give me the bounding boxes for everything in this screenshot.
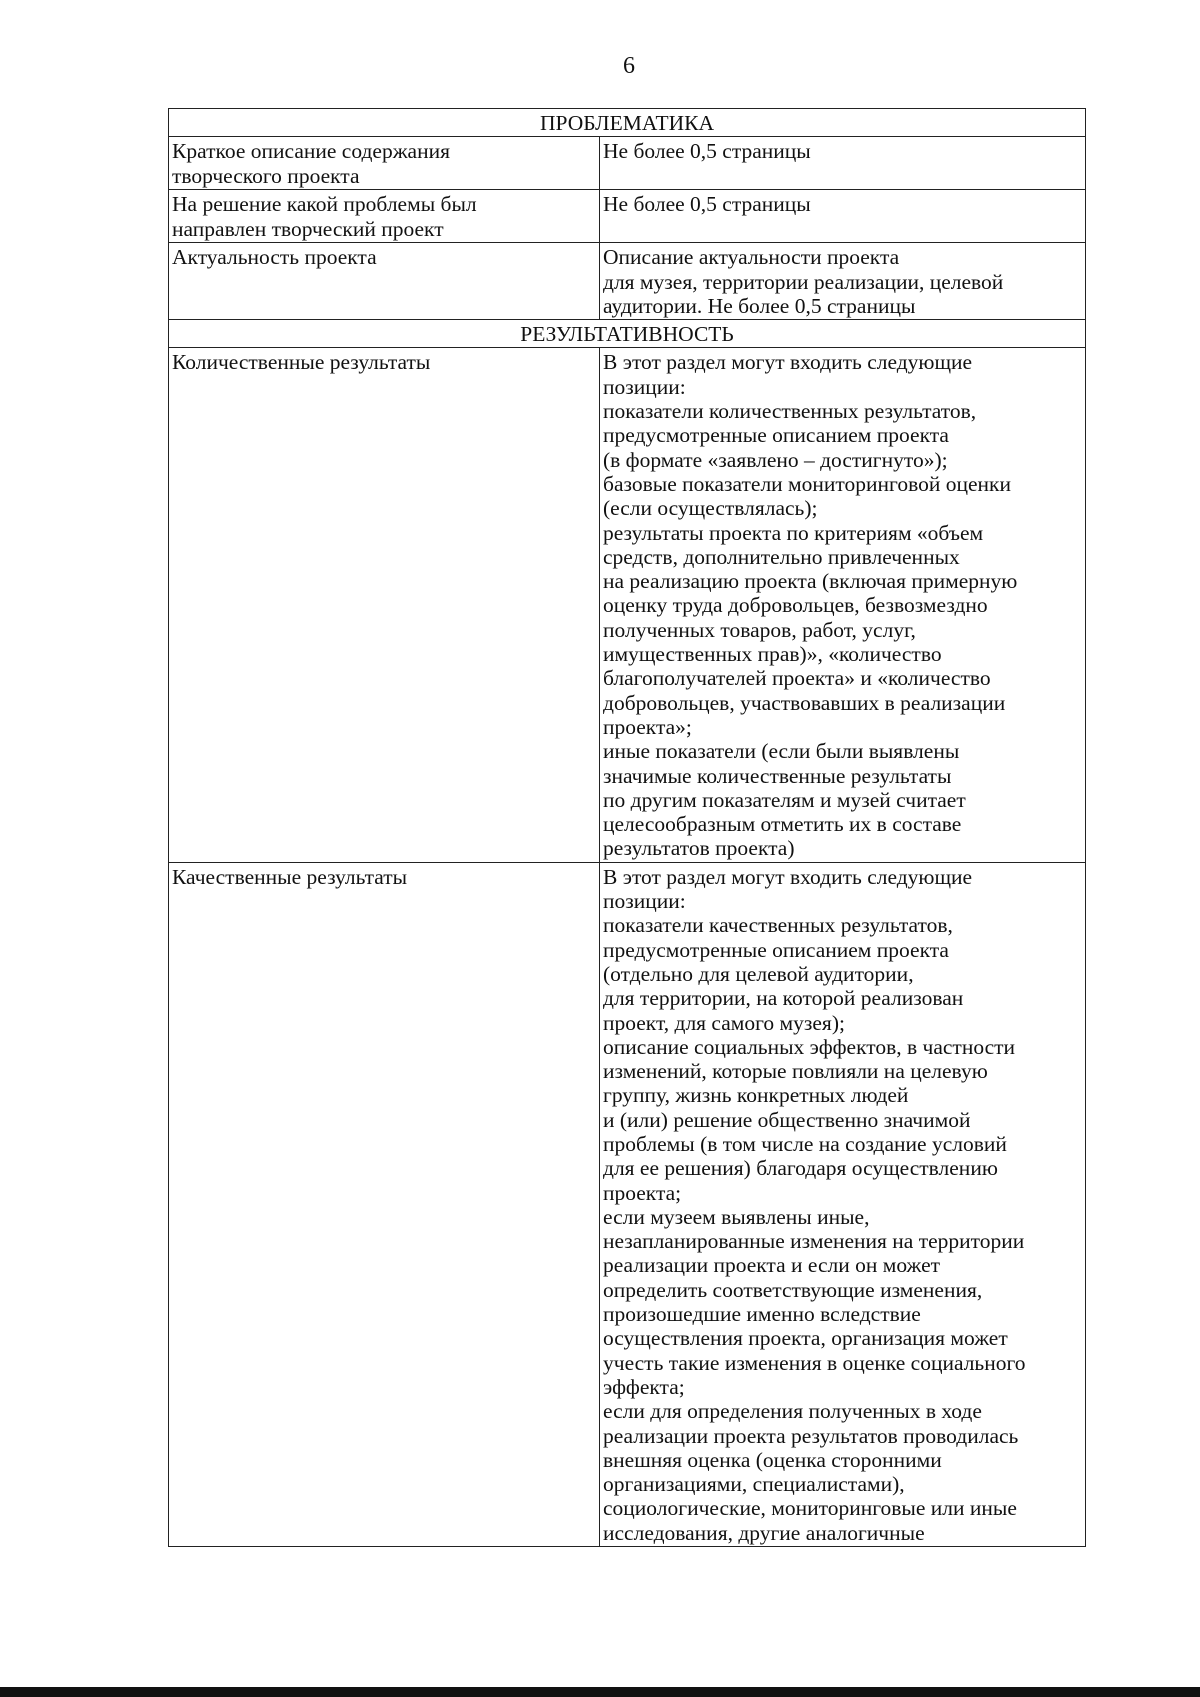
criterion-description-cell bbox=[600, 190, 1086, 243]
criteria-table bbox=[168, 108, 1086, 1547]
criterion-description-line: внешняя оценка (оценка сторонними bbox=[603, 1447, 942, 1472]
table-row bbox=[169, 137, 1086, 190]
criterion-label-line: творческого проекта bbox=[172, 163, 360, 188]
criterion-description-line: (если осуществлялась); bbox=[603, 496, 818, 521]
criterion-description-cell bbox=[600, 137, 1086, 190]
criterion-description-line: имущественных прав)», «количество bbox=[603, 642, 942, 667]
criterion-description-line: и (или) решение общественно значимой bbox=[603, 1107, 971, 1132]
section-header: РЕЗУЛЬТАТИВНОСТЬ bbox=[169, 320, 1086, 348]
criterion-description-cell bbox=[600, 862, 1086, 1546]
criterion-description-line: проект, для самого музея); bbox=[603, 1010, 845, 1035]
criterion-description-line: для территории, на которой реализован bbox=[603, 986, 964, 1011]
criterion-description-line: реализации проекта результатов проводилась bbox=[603, 1423, 1019, 1448]
criterion-description-line: исследования, другие аналогичные bbox=[603, 1520, 925, 1545]
criterion-description-line: позиции: bbox=[603, 889, 686, 914]
criterion-description-line: определить соответствующие изменения, bbox=[603, 1277, 983, 1302]
criterion-description-line: произошедшие именно вследствие bbox=[603, 1302, 921, 1327]
criterion-description-cell bbox=[600, 348, 1086, 862]
criterion-label-cell bbox=[169, 243, 600, 320]
criterion-description-line: позиции: bbox=[603, 374, 686, 399]
section-header-row bbox=[169, 109, 1086, 137]
criterion-description-line: (в формате «заявлено – достигнуто»); bbox=[603, 447, 948, 472]
criterion-description-line: описание социальных эффектов, в частности bbox=[603, 1034, 1016, 1059]
criterion-label-cell bbox=[169, 137, 600, 190]
criterion-description-line: аудитории. Не более 0,5 страницы bbox=[603, 293, 916, 318]
criterion-description-line: группу, жизнь конкретных людей bbox=[603, 1083, 909, 1108]
criterion-description-line: учесть такие изменения в оценке социального bbox=[603, 1350, 1026, 1375]
table-row bbox=[169, 243, 1086, 320]
section-header-row bbox=[169, 320, 1086, 348]
criterion-description-line: показатели качественных результатов, bbox=[603, 913, 953, 938]
criterion-description-line: предусмотренные описанием проекта bbox=[603, 937, 949, 962]
criterion-description-line: изменений, которые повлияли на целевую bbox=[603, 1059, 988, 1084]
criterion-description-line: проекта»; bbox=[603, 714, 692, 739]
criterion-description-line: Не более 0,5 страницы bbox=[603, 192, 811, 217]
criterion-label-cell bbox=[169, 862, 600, 1546]
table-row bbox=[169, 862, 1086, 1546]
criterion-description-line: показатели количественных результатов, bbox=[603, 399, 977, 424]
criterion-label-cell bbox=[169, 190, 600, 243]
criterion-description-line: значимые количественные результаты bbox=[603, 763, 952, 788]
criterion-description-line: осуществления проекта, организация может bbox=[603, 1326, 1008, 1351]
criterion-description-line: по другим показателям и музей считает bbox=[603, 787, 966, 812]
criterion-label-line: Качественные результаты bbox=[172, 864, 408, 889]
criterion-description-line: проекта; bbox=[603, 1180, 682, 1205]
criterion-description-line: В этот раздел могут входить следующие bbox=[603, 864, 973, 889]
criterion-description-line: добровольцев, участвовавших в реализации bbox=[603, 690, 1006, 715]
criterion-description-cell bbox=[600, 243, 1086, 320]
scan-edge bbox=[0, 1687, 1200, 1697]
criterion-label-line: Количественные результаты bbox=[172, 350, 431, 375]
criterion-description-line: социологические, мониторинговые или иные bbox=[603, 1496, 1017, 1521]
criterion-description-line: Не более 0,5 страницы bbox=[603, 139, 811, 164]
criterion-description-line: базовые показатели мониторинговой оценки bbox=[603, 471, 1011, 496]
criterion-description-line: проблемы (в том числе на создание условий bbox=[603, 1131, 1007, 1156]
criterion-description-line: организациями, специалистами), bbox=[603, 1472, 905, 1497]
criterion-description-line: (отдельно для целевой аудитории, bbox=[603, 961, 914, 986]
criterion-description-line: результаты проекта по критериям «объем bbox=[603, 520, 984, 545]
criterion-description-line: если музеем выявлены иные, bbox=[603, 1204, 870, 1229]
criterion-label-cell bbox=[169, 348, 600, 862]
criterion-description-line: благополучателей проекта» и «количество bbox=[603, 666, 991, 691]
criterion-description-line: для ее решения) благодаря осуществлению bbox=[603, 1156, 998, 1181]
criterion-label-line: Актуальность проекта bbox=[172, 245, 377, 270]
criterion-description-line: если для определения полученных в ходе bbox=[603, 1399, 982, 1424]
criterion-description-line: на реализацию проекта (включая примерную bbox=[603, 569, 1018, 594]
table-row bbox=[169, 190, 1086, 243]
criterion-description-line: оценку труда добровольцев, безвозмездно bbox=[603, 593, 988, 618]
criterion-label-line: направлен творческий проект bbox=[172, 216, 444, 241]
criterion-description-line: предусмотренные описанием проекта bbox=[603, 423, 949, 448]
criterion-description-line: реализации проекта и если он может bbox=[603, 1253, 941, 1278]
criterion-description-line: незапланированные изменения на территории bbox=[603, 1229, 1025, 1254]
criterion-description-line: эффекта; bbox=[603, 1374, 685, 1399]
criterion-description-line: полученных товаров, работ, услуг, bbox=[603, 617, 916, 642]
section-header: ПРОБЛЕМАТИКА bbox=[169, 109, 1086, 137]
criterion-description-line: результатов проекта) bbox=[603, 836, 795, 861]
criterion-description-line: средств, дополнительно привлеченных bbox=[603, 544, 960, 569]
criterion-description-line: Описание актуальности проекта bbox=[603, 245, 900, 270]
criterion-label-line: Краткое описание содержания bbox=[172, 139, 450, 164]
criterion-description-line: иные показатели (если были выявлены bbox=[603, 739, 960, 764]
criterion-description-line: для музея, территории реализации, целевой bbox=[603, 269, 1004, 294]
page-number: 6 bbox=[623, 53, 635, 79]
criteria-table-body bbox=[169, 109, 1086, 1547]
table-row bbox=[169, 348, 1086, 862]
criterion-label-line: На решение какой проблемы был bbox=[172, 192, 477, 217]
criterion-description-line: целесообразным отметить их в составе bbox=[603, 812, 962, 837]
criterion-description-line: В этот раздел могут входить следующие bbox=[603, 350, 973, 375]
